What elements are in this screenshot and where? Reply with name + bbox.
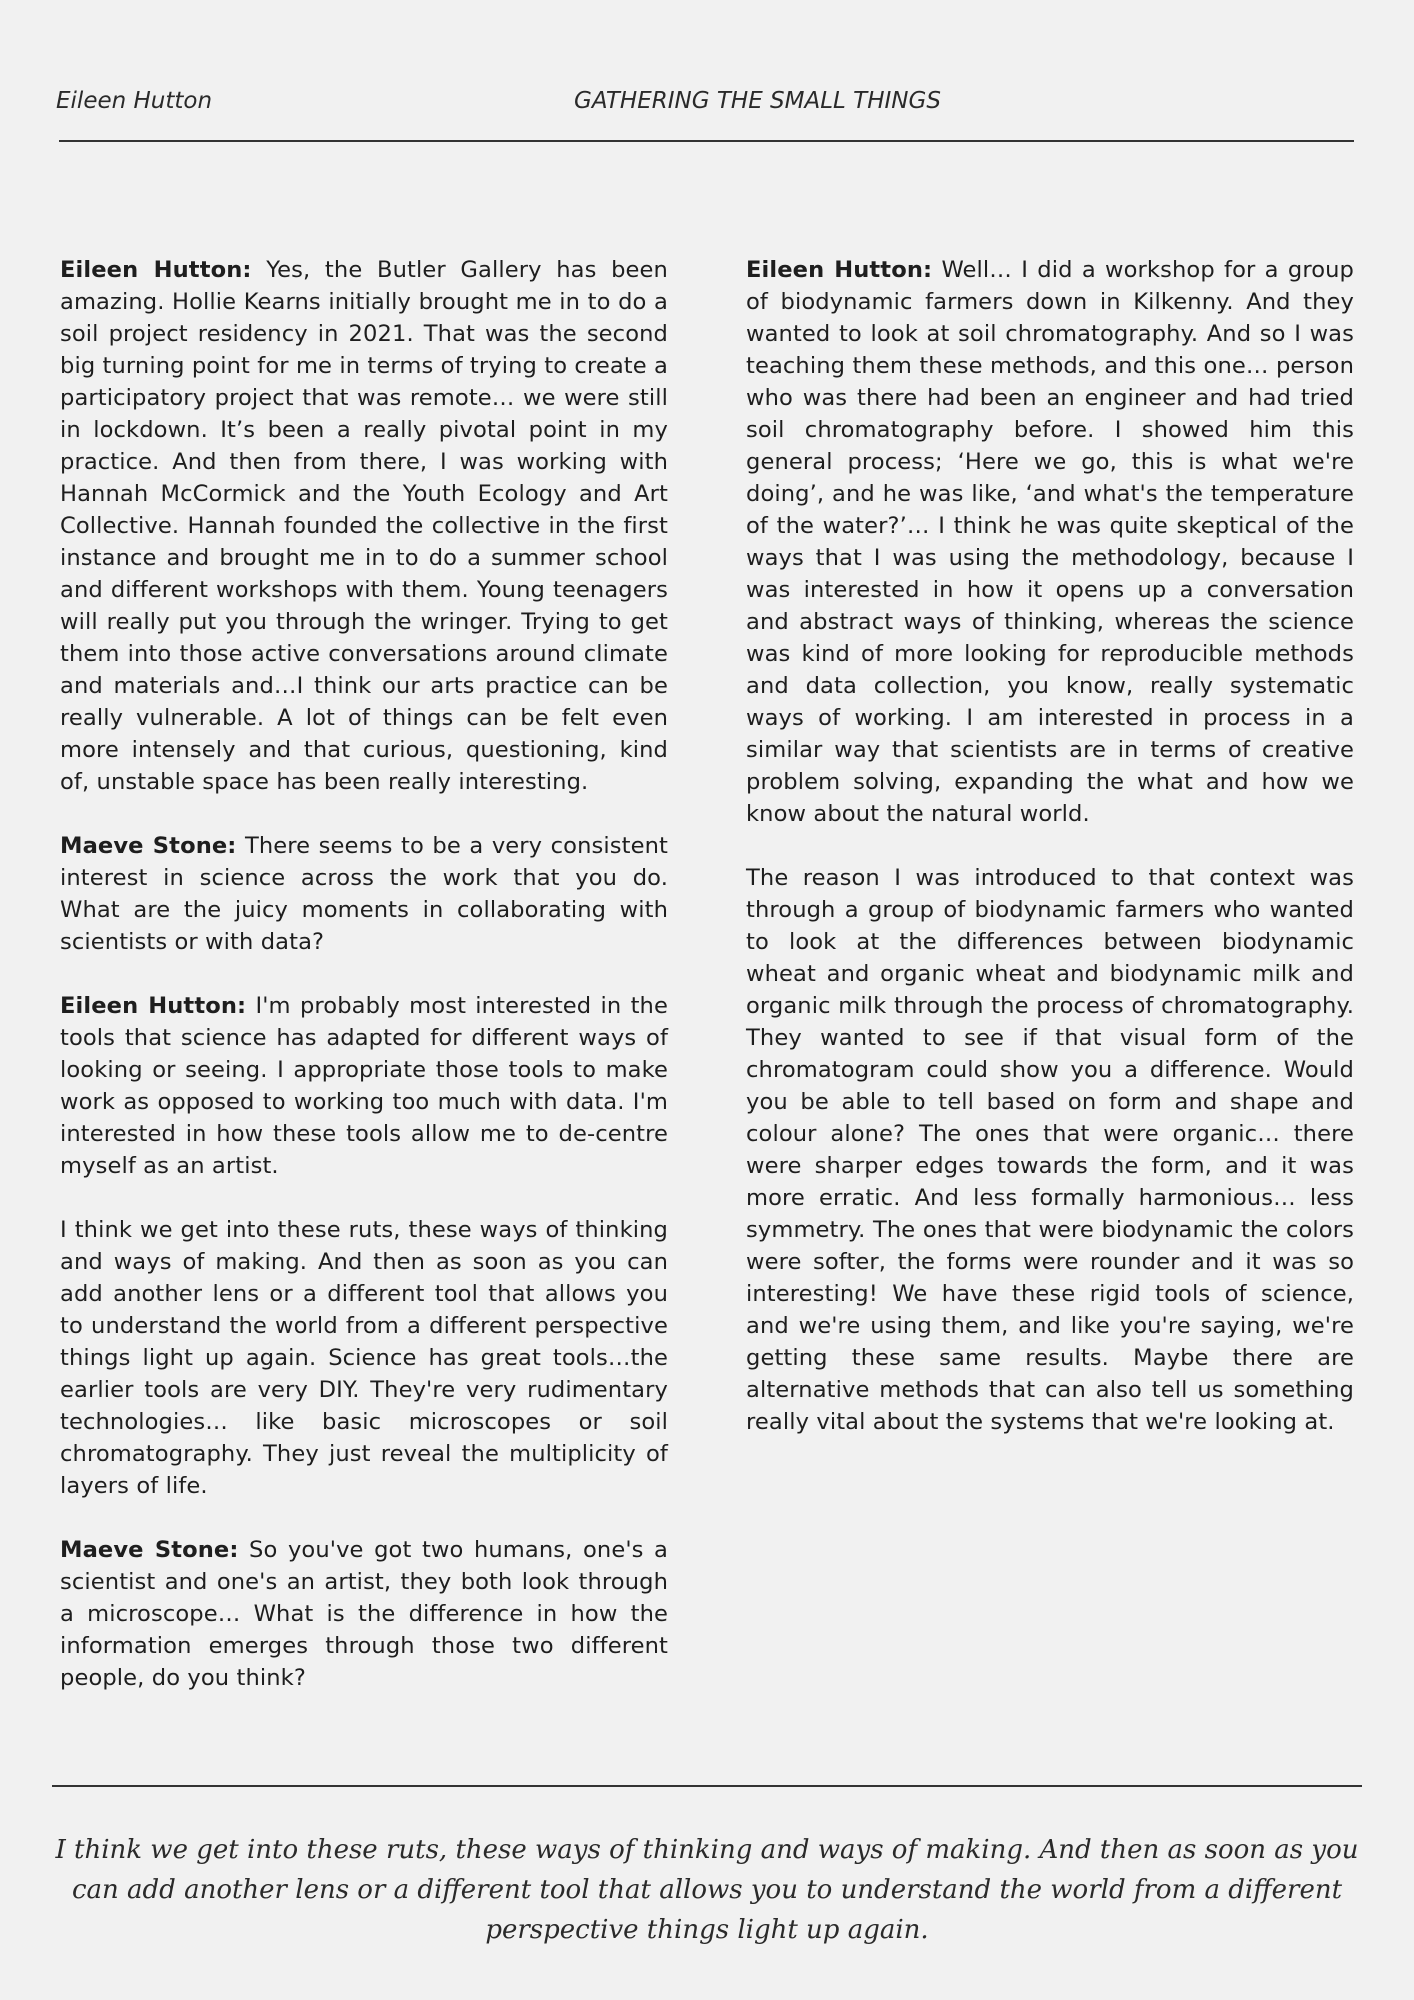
quote-divider <box>52 1785 1362 1787</box>
paragraph-text: So you've got two humans, one's a scientist and one's an artist, they both look through a microscope… What is the difference in how the information emerges through those two different people, do you think? <box>60 1537 668 1691</box>
pull-quote: I think we get into these ruts, these ways of thinking and ways of making. And then as soon as you can add another lens or a different tool that allows you to understand the world from a different perspective things light up again. <box>55 1835 1359 1945</box>
speaker-name: Eileen Hutton: <box>60 993 247 1019</box>
left-column <box>60 254 668 1726</box>
right-column <box>746 254 1354 1470</box>
header-divider <box>59 140 1354 142</box>
paragraph-text: I'm probably most interested in the tools that science has adapted for different ways of looking or seeing. I appropriate those tools to make work as opposed to working too much with data. I'm interested in how these tools allow me to de-centre myself as an artist. <box>60 993 668 1179</box>
paragraph <box>60 990 668 1182</box>
paragraph-text: There seems to be a very consistent interest in science across the work that you do. What are the juicy moments in collaborating with scientists or with data? <box>60 833 668 955</box>
paragraph-text: Well… I did a workshop for a group of biodynamic farmers down in Kilkenny. And they wanted to look at soil chromatography. And so I was teaching them these methods, and this one… person who was there had been an engineer and had tried soil chromatography before. I showed him this general process; ‘Here we go, this is what we're doing’, and he was like, ‘and what's the temperature of the water?’… I think he was quite skeptical of the ways that I was using the methodology, because I was interested in how it opens up a conversation and abstract ways of thinking, whereas the science was kind of more looking for reproducible methods and data collection, you know, really systematic ways of working. I am interested in process in a similar way that scientists are in terms of creative problem solving, expanding the what and how we know about the natural world. <box>746 257 1354 827</box>
paragraph <box>746 254 1354 830</box>
paragraph <box>60 830 668 958</box>
header-author: Eileen Hutton <box>56 88 213 114</box>
paragraph <box>60 254 668 798</box>
paragraph <box>746 862 1354 1438</box>
paragraph-text: Yes, the Butler Gallery has been amazing. Hollie Kearns initially brought me in to do a soil project residency in 2021. That was the second big turning point for me in terms of trying to create a participatory project that was remote… we were still in lockdown. It’s been a really pivotal point in my practice. And then from there, I was working with Hannah McCormick and the Youth Ecology and Art Collective. Hannah founded the collective in the first instance and brought me in to do a summer school and different workshops with them. Young teenagers will really put you through the wringer. Trying to get them into those active conversations around climate and materials and…I think our arts practice can be really vulnerable. A lot of things can be felt even more intensely and that curious, questioning, kind of, unstable space has been really interesting. <box>60 257 668 795</box>
paragraph-text: I think we get into these ruts, these ways of thinking and ways of making. And then as soon as you can add another lens or a different tool that allows you to understand the world from a different perspective things light up again. Science has great tools…the earlier tools are very DIY. They're very rudimentary technologies… like basic microscopes or soil chromatography. They just reveal the multiplicity of layers of life. <box>60 1217 668 1499</box>
paragraph <box>60 1534 668 1694</box>
page-header <box>56 88 1354 122</box>
speaker-name: Eileen Hutton: <box>60 257 252 283</box>
header-title: GATHERING THE SMALL THINGS <box>574 88 941 114</box>
speaker-name: Eileen Hutton: <box>746 257 933 283</box>
paragraph <box>60 1214 668 1502</box>
paragraph-text: The reason I was introduced to that context was through a group of biodynamic farmers who wanted to look at the differences between biodynamic wheat and organic wheat and biodynamic milk and organic milk through the process of chromatography. They wanted to see if that visual form of the chromatogram could show you a difference. Would you be able to tell based on form and shape and colour alone? The ones that were organic… there were sharper edges towards the form, and it was more erratic. And less formally harmonious… less symmetry. The ones that were biodynamic the colors were softer, the forms were rounder and it was so interesting! We have these rigid tools of science, and we're using them, and like you're saying, we're getting these same results. Maybe there are alternative methods that can also tell us something really vital about the systems that we're looking at. <box>746 865 1354 1435</box>
speaker-name: Maeve Stone: <box>60 833 237 859</box>
speaker-name: Maeve Stone: <box>60 1537 239 1563</box>
